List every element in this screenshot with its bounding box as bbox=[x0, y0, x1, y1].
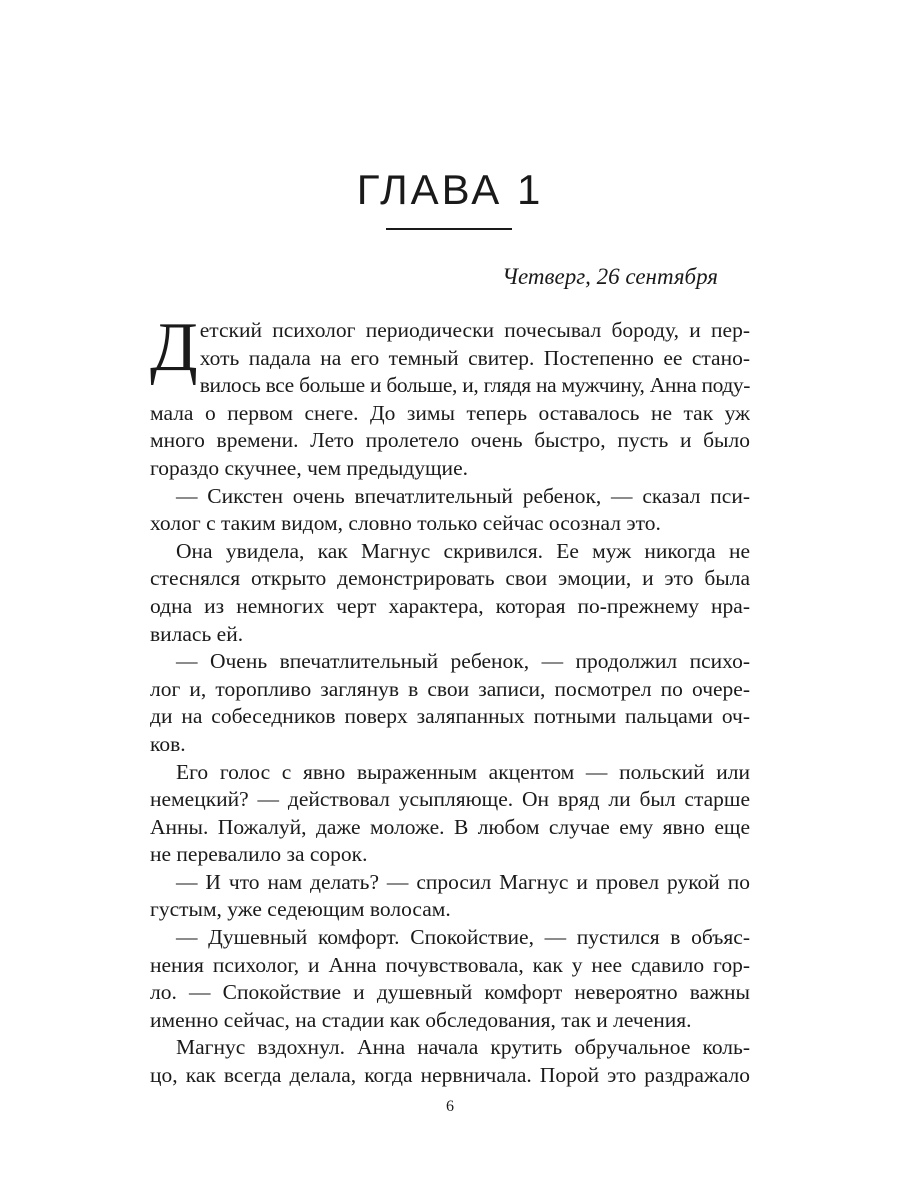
text-line: ков. bbox=[150, 731, 186, 756]
text-line: ло. — Спокойствие и душевный комфорт невероятно важны bbox=[150, 980, 750, 1005]
chapter-date: Четверг, 26 сентября bbox=[502, 264, 718, 289]
page-number: 6 bbox=[446, 1098, 454, 1115]
text-line: етский психолог периодически почесывал бороду, и пер- bbox=[199, 318, 750, 342]
text-line: холог с таким видом, словно только сейчас осознал это. bbox=[150, 511, 661, 536]
text-line: — Очень впечатлительный ребенок, — продолжил психо- bbox=[176, 649, 750, 674]
text-line: стеснялся открыто демонстрировать свои эмоции, и это была bbox=[150, 566, 750, 591]
text-line: — Душевный комфорт. Спокойствие, — пустился в объяс- bbox=[176, 925, 750, 950]
text-line: ди на собеседников поверх заляпанных потными пальцами оч- bbox=[150, 704, 750, 729]
text-line: хоть падала на его темный свитер. Постепенно ее стано- bbox=[199, 345, 750, 370]
text-line: нения психолог, и Анна почувствовала, как у нее сдавило гор- bbox=[150, 952, 750, 977]
text-line: гораздо скучнее, чем предыдущие. bbox=[150, 455, 468, 480]
text-line: лог и, торопливо заглянув в свои записи, посмотрел по очере- bbox=[150, 676, 750, 701]
text-line: именно сейчас, на стадии как обследования, так и лечения. bbox=[150, 1007, 692, 1032]
chapter-title: ГЛАВА 1 bbox=[356, 166, 544, 213]
text-line: немецкий? — действовал усыпляюще. Он вряд ли был старше bbox=[150, 787, 750, 812]
text-line: одна из немногих черт характера, которая по-прежнему нра- bbox=[150, 593, 750, 618]
text-line: цо, как всегда делала, когда нервничала. Порой это раздражало bbox=[150, 1063, 750, 1088]
title-underline bbox=[386, 228, 512, 230]
text-line: Она увидела, как Магнус скривился. Ее муж никогда не bbox=[176, 538, 750, 563]
text-line: вилась ей. bbox=[150, 621, 244, 646]
body-text bbox=[150, 309, 750, 1090]
text-line: много времени. Лето пролетело очень быстро, пусть и было bbox=[150, 428, 750, 453]
drop-cap: Д bbox=[150, 309, 198, 386]
text-line: Его голос с явно выраженным акцентом — польский или bbox=[176, 759, 750, 784]
text-line: мала о первом снеге. До зимы теперь оставалось не так уж bbox=[150, 400, 750, 425]
text-line: густым, уже седеющим волосам. bbox=[150, 897, 451, 922]
text-line: — Сикстен очень впечатлительный ребенок, — сказал пси- bbox=[176, 483, 750, 508]
text-line: Магнус вздохнул. Анна начала крутить обручальное коль- bbox=[176, 1035, 750, 1060]
text-line: — И что нам делать? — спросил Магнус и провел рукой по bbox=[176, 869, 750, 894]
text-line: вилось все больше и больше, и, глядя на мужчину, Анна поду- bbox=[199, 373, 750, 398]
text-line: не перевалило за сорок. bbox=[150, 842, 368, 867]
text-line: Анны. Пожалуй, даже моложе. В любом случае ему явно еще bbox=[150, 814, 750, 839]
